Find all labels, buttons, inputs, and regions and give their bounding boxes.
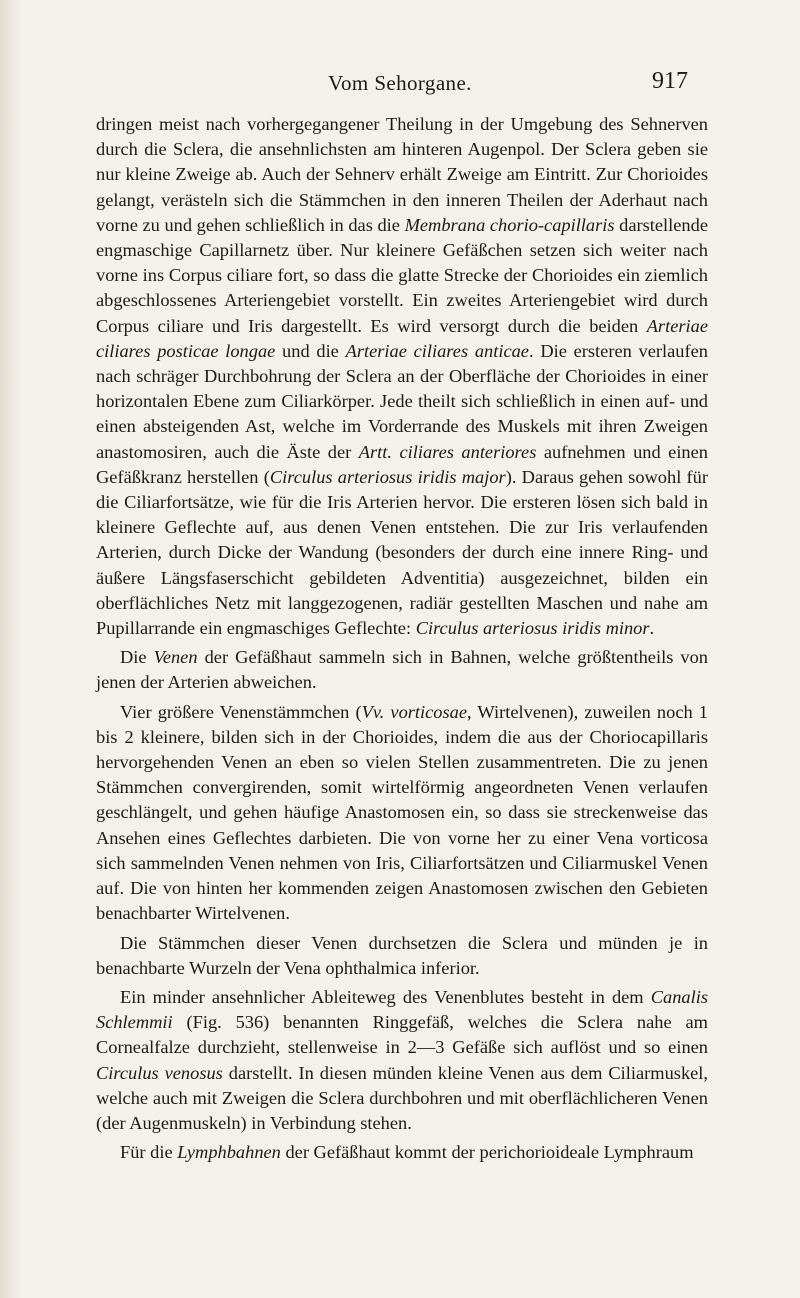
text-run: dringen meist nach vorhergegangener Theilung in der Umgebung des Sehnerven durch die Sclera, die ansehnlichsten am hinteren Augenpol. Der Sclera geben sie nur kleine Zweige ab. Auch der Sehnerv erhält Zweige am Eintritt. Zur Chorioides gelangt, verästeln sich die Stämmchen in den inneren Theilen der Aderhaut nach vorne zu und gehen schließlich in das die	[96, 114, 708, 235]
italic-term: Circulus arteriosus iridis major	[269, 466, 506, 487]
text-run: (Fig. 536) benannten Ringgefäß, welches die Sclera nahe am Cornealfalze durchzieht, stellenweise in 2—3 Gefäße sich auflöst und so einen	[96, 1012, 708, 1058]
italic-term: Vv. vorticosae	[361, 701, 468, 722]
running-title: Vom Sehorgane.	[328, 71, 472, 95]
text-run: darstellt. In diesen münden kleine Venen aus dem Ciliarmuskel, welche auch mit Zweigen die Sclera durchbohren und mit oberflächlicheren Venen (der Augenmuskeln) in Verbindung stehen.	[96, 1062, 709, 1133]
text-run: Vier größere Venenstämmchen (	[120, 701, 362, 722]
text-run: darstellende engmaschige Capillarnetz über. Nur kleinere Gefäßchen setzen sich weiter nach vorne ins Corpus ciliare fort, so dass die glatte Strecke der Chorioides ein ziemlich abgeschlossenes Arteriengebiet vorstellt. Ein zweites Arteriengebiet wird durch Corpus ciliare und Iris dargestellt. Es wird versorgt durch die beiden	[96, 214, 708, 336]
body-text	[96, 112, 708, 1165]
paragraph	[96, 700, 708, 927]
italic-term: Circulus arteriosus iridis minor	[415, 618, 650, 639]
paragraph	[96, 645, 708, 695]
text-run: der Gefäßhaut sammeln sich in Bahnen, welche größtentheils von jenen der Arterien abweichen.	[96, 647, 708, 693]
paragraph	[96, 985, 708, 1136]
italic-term: Lymphbahnen	[177, 1142, 281, 1163]
italic-term: Canalis Schlemmii	[96, 986, 708, 1033]
text-run: .	[649, 618, 655, 639]
paragraph	[96, 1140, 708, 1165]
text-run: aufnehmen und einen Gefäßkranz herstellen (	[96, 441, 708, 487]
italic-term: Artt. ciliares anteriores	[358, 441, 537, 462]
text-run: der Gefäßhaut kommt der perichorioideale Lymphraum	[280, 1142, 694, 1163]
paragraph	[96, 112, 708, 641]
italic-term: Circulus venosus	[96, 1062, 223, 1083]
text-run: ). Daraus gehen sowohl für die Ciliarfortsätze, wie für die Iris Arterien hervor. Die ersteren lösen sich bald in kleinere Geflechte auf, aus denen Venen entstehen. Die zur Iris verlaufenden Arterien, durch Dicke der Wandung (besonders der durch eine innere Ring- und äußere Längsfaserschicht gebildeten Adventitia) ausgezeichnet, bilden ein oberflächliches Netz mit langgezogenen, radiär gestellten Maschen und nahe am Pupillarrande ein engmaschiges Geflechte:	[96, 466, 709, 639]
italic-term: Venen	[153, 647, 198, 668]
text-run: . Die ersteren verlaufen nach schräger Durchbohrung der Sclera an der Oberfläche der Chorioides in einer horizontalen Ebene zum Ciliarkörper. Jede theilt sich schließlich in einen auf- und einen absteigenden Ast, welche im Vorderrande des Muskels mit ihren Zweigen anastomosiren, auch die Äste der	[96, 340, 708, 462]
text-run: Die Stämmchen dieser Venen durchsetzen die Sclera und münden je in benachbarte Wurzeln der Vena ophthalmica inferior.	[96, 932, 708, 978]
page-number: 917	[652, 68, 688, 94]
text-run: Die	[120, 647, 154, 668]
text-run: Ein minder ansehnlicher Ableiteweg des Venenblutes besteht in dem	[120, 986, 651, 1007]
italic-term: Arteriae ciliares posticae longae	[96, 315, 708, 361]
italic-term: Arteriae ciliares anticae	[345, 340, 529, 361]
italic-term: Membrana chorio-capillaris	[404, 214, 615, 235]
page-gutter-shadow	[0, 0, 22, 1298]
paragraph	[96, 931, 708, 981]
running-head	[0, 68, 800, 98]
text-run: Für die	[120, 1142, 178, 1163]
text-run: und die	[275, 340, 346, 361]
text-run: , Wirtelvenen), zuweilen noch 1 bis 2 kleinere, bilden sich in der Chorioides, indem die aus der Choriocapillaris hervorgehenden Venen an eben so vielen Stellen zusammentreten. Die zu jenen Stämmchen convergirenden, somit wirtelförmig angeordneten Venen verlaufen geschlängelt, und gehen häufige Anastomosen ein, so dass sie streckenweise das Ansehen eines Geflechtes darbieten. Die von vorne her zu einer Vena vorticosa sich sammelnden Venen nehmen von Iris, Ciliarfortsätzen und Ciliarmuskel Venen auf. Die von hinten her kommenden zeigen Anastomosen zwischen den Gebieten benachbarter Wirtelvenen.	[96, 701, 708, 924]
